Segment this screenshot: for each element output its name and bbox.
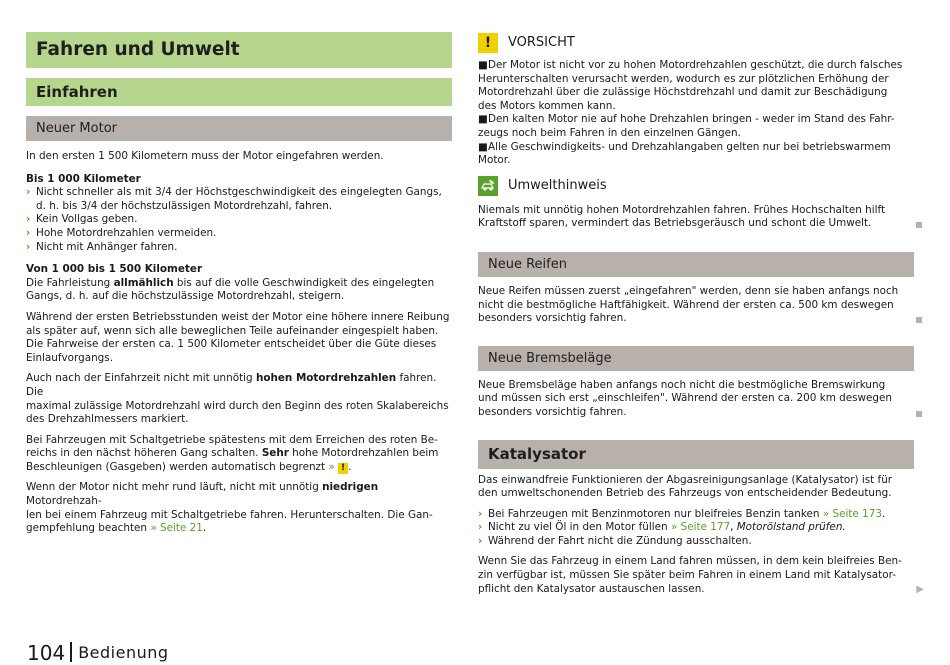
list-item: › Kein Vollgas geben.: [26, 213, 138, 226]
eco-car-icon: [478, 176, 498, 196]
caution-header: [478, 32, 914, 54]
bullet-arrow-icon: ›: [26, 186, 31, 199]
footer-divider: [70, 642, 72, 662]
right-column: [478, 32, 924, 596]
footer-section: Bedienung: [78, 643, 169, 662]
caution-reference-link[interactable]: »: [328, 460, 335, 473]
brakes-text: Neue Bremsbeläge haben anfangs noch nicht die bestmögliche Bremswirkung und müssen sich erst „einschleifen". Während der ersten ca. 200 km deswegen besonders vorsichtig fahren.: [478, 379, 914, 420]
environment-text: Niemals mit unnötig hohen Motordrehzahlen fahren. Frühes Hochschalten hilft Kraftstoff sparen, vermindert das Betriebsgeräusch und schont die Umwelt.: [478, 204, 914, 231]
end-square-icon: [916, 222, 922, 228]
bullet-arrow-icon: ›: [478, 507, 483, 520]
continue-arrow-icon: ▶: [916, 583, 924, 595]
bullet-square-icon: ■: [478, 140, 488, 153]
section-title: Einfahren: [26, 78, 452, 106]
sub1-title: Bis 1 000 Kilometer: [26, 172, 141, 185]
subsection-title-katalysator: Katalysator: [478, 440, 914, 469]
catalyst-list: [478, 508, 914, 549]
page-footer: [27, 642, 169, 664]
end-square-icon: [916, 411, 922, 417]
catalyst-intro: Das einwandfreie Funktionieren der Abgasreinigungsanlage (Katalysator) ist für den umweltschonenden Betrieb des Fahrzeugs von entscheidender Bedeutung.: [478, 473, 893, 500]
list-item: › Bei Fahrzeugen mit Benzinmotoren nur bleifreies Benzin tanken » Seite 173.: [478, 507, 886, 520]
caution-list: ■ Der Motor ist nicht vor zu hohen Motordrehzahlen geschützt, die durch falsches Herunterschalten verursacht werden, wodurch es zur plötzlichen Erhöhung der Motordrehzahl über die zulässige Höchstdrehzahl und damit zur Beschädigung des Motors kommen kann. ■ Den kalten Motor nie auf hohe Drehzahlen bringen - weder im Stand des Fahr- zeugs noch beim Fahren in den einzelnen Gängen. ■ Alle Geschwindigkeits- und Drehzahlangaben gelten nur bei betriebswarmem Motor.: [478, 59, 914, 168]
page-link-21[interactable]: » Seite 21: [150, 522, 203, 535]
bullet-arrow-icon: ›: [478, 521, 483, 534]
paragraph-niedrige-drehzahl: Wenn der Motor nicht mehr rund läuft, nicht mit unnötig niedrigen Motordrehzah- len bei einem Fahrzeug mit Schaltgetriebe fahren. Herunterschalten. Die Gan- gempfehlung beachten » Seite 21.: [26, 481, 433, 535]
chapter-title: Fahren und Umwelt: [26, 32, 452, 68]
bullet-arrow-icon: ›: [26, 226, 31, 239]
paragraph-drehzahl: Auch nach der Einfahrzeit nicht mit unnötig hohen Motordrehzahlen fahren. Die maximal zulässige Motordrehzahl wird durch den Beginn des roten Skalabereichs des Drehzahlmessers markiert.: [26, 372, 449, 426]
catalyst-outro: Wenn Sie das Fahrzeug in einem Land fahren müssen, in dem kein bleifreies Ben- zin verfügbar ist, müssen Sie später beim Fahren in einem Land mit Katalysator- pflicht den Katalysator austauschen lassen. ▶: [478, 555, 924, 595]
subsection-title-neue-bremsbelaege: Neue Bremsbeläge: [478, 346, 914, 371]
page-link-177[interactable]: » Seite 177: [670, 521, 731, 534]
list-item: ■ Der Motor ist nicht vor zu hohen Motordrehzahlen geschützt, die durch falsches: [478, 59, 903, 71]
bullet-square-icon: ■: [478, 59, 488, 71]
sub1-list: [26, 186, 452, 254]
list-item: ■ Alle Geschwindigkeits- und Drehzahlangaben gelten nur bei betriebswarmem: [478, 140, 891, 153]
list-item: ■ Den kalten Motor nie auf hohe Drehzahlen bringen - weder im Stand des Fahr-: [478, 113, 895, 126]
left-column: [26, 32, 452, 536]
subsection-title-neuer-motor: Neuer Motor: [26, 116, 452, 141]
list-item: › Während der Fahrt nicht die Zündung ausschalten.: [478, 534, 752, 547]
intro-text: In den ersten 1 500 Kilometern muss der Motor eingefahren werden.: [26, 150, 384, 162]
end-square-icon: [916, 317, 922, 323]
warning-icon: !: [338, 463, 348, 474]
paragraph-reibung: Während der ersten Betriebsstunden weist der Motor eine höhere innere Reibung als später auf, wenn sich alle beweglichen Teile aufeinander eingespielt haben. Die Fahrweise der ersten ca. 1 500 Kilometer entscheidet über die Güte dieses Einlaufvorgangs.: [26, 310, 450, 364]
warning-icon: !: [478, 33, 498, 53]
paragraph-schaltgetriebe: Bei Fahrzeugen mit Schaltgetriebe spätestens mit dem Erreichen des roten Be- reichs in den nächst höheren Gang schalten. Sehr hohe Motordrehzahlen beim Beschleunigen (Gasgeben) werden automatisch begrenzt » ! .: [26, 433, 439, 473]
list-item: › Hohe Motordrehzahlen vermeiden.: [26, 226, 217, 239]
tires-text: Neue Reifen müssen zuerst „eingefahren" werden, denn sie haben anfangs noch nicht die bestmögliche Haftfähigkeit. Während der ersten ca. 500 km deswegen besonders vorsichtig fahren.: [478, 285, 914, 326]
sub2-paragraph: Die Fahrleistung allmählich bis auf die volle Geschwindigkeit des eingelegten Gangs, d. h. auf die höchstzulässige Motordrehzahl, steigern.: [26, 276, 435, 303]
list-item: › Nicht schneller als mit 3/4 der Höchstgeschwindigkeit des eingelegten Gangs, d. h. bis 3/4 der höchstzulässigen Motordrehzahl, fahren.: [26, 186, 442, 212]
page-number: 104: [27, 641, 66, 665]
list-item: › Nicht zu viel Öl in den Motor füllen » Seite 177, Motorölstand prüfen.: [478, 521, 846, 534]
bullet-arrow-icon: ›: [478, 534, 483, 547]
caution-title: VORSICHT: [508, 35, 575, 51]
sub2-title: Von 1 000 bis 1 500 Kilometer: [26, 263, 203, 276]
list-item: › Nicht mit Anhänger fahren.: [26, 240, 178, 253]
environment-header: [478, 175, 914, 197]
bullet-square-icon: ■: [478, 113, 488, 126]
environment-title: Umwelthinweis: [508, 177, 607, 193]
page-link-173[interactable]: » Seite 173: [822, 507, 882, 520]
subsection-title-neue-reifen: Neue Reifen: [478, 252, 914, 277]
bullet-arrow-icon: ›: [26, 240, 31, 253]
bullet-arrow-icon: ›: [26, 213, 31, 226]
